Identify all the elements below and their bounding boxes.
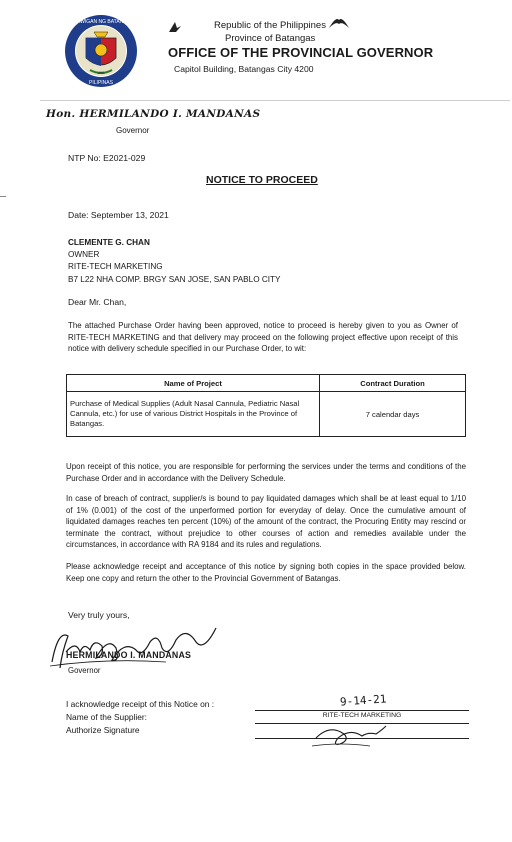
document-title: NOTICE TO PROCEED — [206, 174, 318, 186]
ack-supplier-label: Name of the Supplier: — [66, 712, 148, 723]
governor-title: Governor — [116, 126, 150, 135]
project-name-cell: Purchase of Medical Supplies (Adult Nasal Cannula, Pediatric Nasal Cannula, etc.) for use of various District Hospitals in the Province of Batangas. — [67, 392, 320, 437]
paragraph-liquidated-damages: In case of breach of contract, supplier/s is bound to pay liquidated damages which shall be at least equal to 1/10 of 1% (0.001) of the cost of the unperformed portion for everyday of delay. Once the cumulative amount of liquidated damages reaches ten percent (10%) of the amount of the contract, the Procuring Entity may rescind or terminate the contract, without prejudice to other courses of action and remedies available under the circumstances, in accordance with RA 9184 and its rules and regulations. — [66, 494, 466, 550]
ack-supplier-name: RITE-TECH MARKETING — [322, 712, 402, 719]
ack-date-line — [255, 710, 469, 711]
ack-handwritten-date: 9-14-21 — [339, 692, 387, 709]
svg-text:LALAWIGAN NG BATANGAS: LALAWIGAN NG BATANGAS — [68, 19, 134, 25]
supplier-signature-icon — [310, 722, 390, 748]
project-table — [66, 374, 466, 437]
signatory-title: Governor — [68, 666, 101, 675]
ntp-number: NTP No: E2021-029 — [68, 153, 146, 163]
paragraph-acknowledge: Please acknowledge receipt and acceptance of this notice by signing both copies in the space provided below. Keep one copy and return the other to the Provincial Government of Batangas. — [66, 562, 466, 583]
addressee-company: RITE-TECH MARKETING — [68, 262, 163, 272]
signatory-name: HERMILANDO I. MANDANAS — [66, 650, 192, 660]
ack-signature-line — [255, 738, 469, 739]
header-province: Province of Batangas — [225, 33, 316, 44]
table-row — [67, 392, 466, 437]
bird-icon — [168, 20, 182, 34]
column-header-project: Name of Project — [67, 375, 320, 392]
ack-signature-label: Authorize Signature — [66, 725, 140, 736]
svg-text:1581: 1581 — [97, 71, 105, 75]
closing: Very truly yours, — [68, 610, 130, 620]
svg-text:PILIPINAS: PILIPINAS — [89, 80, 113, 86]
addressee-block — [68, 237, 281, 286]
header-address: Capitol Building, Batangas City 4200 — [174, 64, 314, 74]
acknowledgement-labels — [66, 698, 214, 738]
salutation: Dear Mr. Chan, — [68, 297, 127, 307]
edge-mark — [0, 196, 6, 197]
bird-icon — [328, 16, 350, 30]
document-date: Date: September 13, 2021 — [68, 210, 169, 220]
header-divider — [40, 100, 510, 101]
addressee-name: CLEMENTE G. CHAN — [68, 238, 150, 247]
addressee-address: B7 L22 NHA COMP. BRGY SAN JOSE, SAN PABLO CITY — [68, 274, 281, 284]
header-republic: Republic of the Philippines — [214, 20, 326, 31]
header-office: OFFICE OF THE PROVINCIAL GOVERNOR — [168, 45, 434, 60]
governor-signature-icon — [46, 622, 226, 672]
provincial-seal-icon — [64, 14, 138, 88]
addressee-position: OWNER — [68, 250, 100, 260]
table-header-row — [67, 375, 466, 392]
ack-receipt-label: I acknowledge receipt of this Notice on : — [66, 699, 215, 709]
duration-cell: 7 calendar days — [320, 392, 466, 437]
paragraph-approval: The attached Purchase Order having been approved, notice to proceed is hereby given to you as Owner of RITE-TECH MARKETING and that delivery may proceed on the following project effective upon receipt of this notice with delivery schedule specified in our Purchase Order, to wit: — [68, 321, 458, 354]
column-header-duration: Contract Duration — [320, 375, 466, 392]
paragraph-responsibility: Upon receipt of this notice, you are responsible for performing the services under the terms and conditions of the Purchase Order and in accordance with the Delivery Schedule. — [66, 462, 466, 483]
governor-name: Hon. HERMILANDO I. MANDANAS — [46, 108, 261, 120]
